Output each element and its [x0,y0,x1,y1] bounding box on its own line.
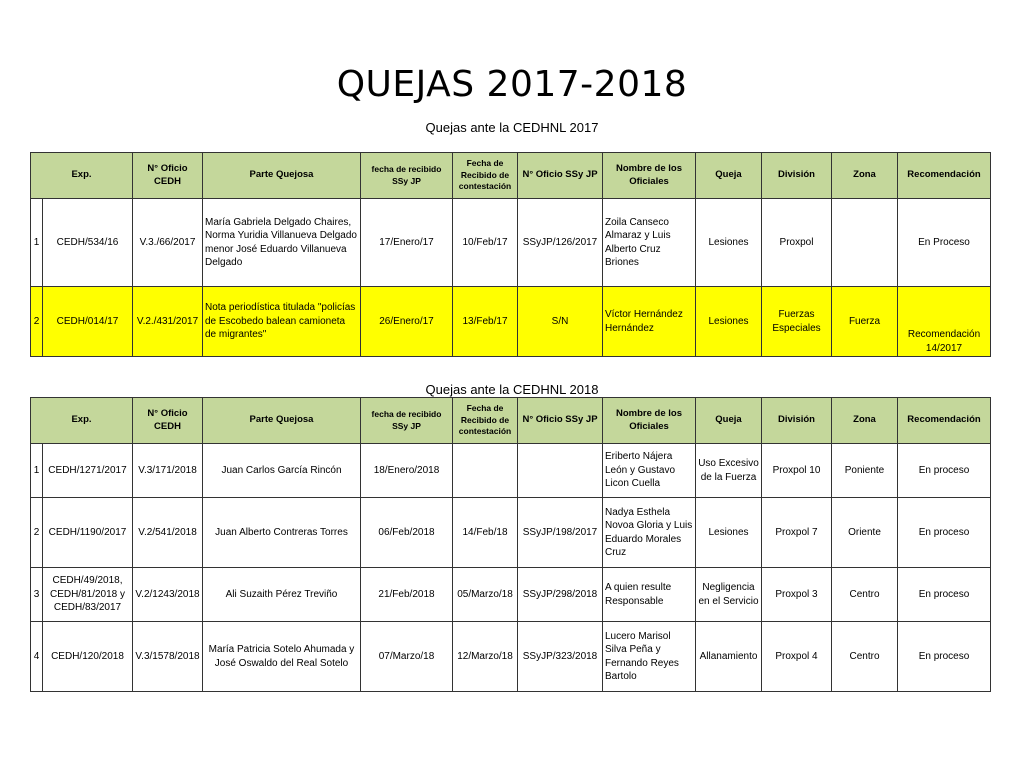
cell-fecha-contestacion [453,444,518,498]
cell-oficiales: Eriberto Nájera León y Gustavo Licon Cuella [603,444,696,498]
cell-recomendacion: En proceso [898,622,991,692]
cell-parte-quejosa: María Gabriela Delgado Chaires, Norma Yuridia Villanueva Delgado menor José Eduardo Villanueva Delgado [203,199,361,287]
cell-oficiales: Zoila Canseco Almaraz y Luis Alberto Cruz Briones [603,199,696,287]
cell-fecha-contestacion: 05/Marzo/18 [453,568,518,622]
cell-exp: CEDH/014/17 [43,287,133,357]
cell-zona: Centro [832,622,898,692]
cell-zona [832,199,898,287]
cell-oficio-ssyjp: SSyJP/198/2017 [518,498,603,568]
header-zona: Zona [832,398,898,444]
cell-recomendacion: En proceso [898,498,991,568]
cell-oficio-ssyjp: SSyJP/298/2018 [518,568,603,622]
header-fecha-recibido: fecha de recibido SSy JP [361,153,453,199]
cell-recomendacion: En proceso [898,568,991,622]
cell-zona: Centro [832,568,898,622]
cell-division: Proxpol [762,199,832,287]
cell-queja: Uso Excesivo de la Fuerza [696,444,762,498]
cell-recomendacion: En Proceso [898,199,991,287]
cell-fecha-contestacion: 12/Marzo/18 [453,622,518,692]
row-number: 3 [31,568,43,622]
header-parte-quejosa: Parte Quejosa [203,398,361,444]
row-number: 1 [31,444,43,498]
header-exp: Exp. [31,398,133,444]
header-queja: Queja [696,398,762,444]
header-zona: Zona [832,153,898,199]
table-row [31,444,991,498]
cell-exp: CEDH/1271/2017 [43,444,133,498]
cell-fecha-contestacion: 14/Feb/18 [453,498,518,568]
table-2018 [30,397,991,692]
cell-parte-quejosa: Ali Suzaith Pérez Treviño [203,568,361,622]
cell-oficio-ssyjp [518,444,603,498]
row-number: 2 [31,287,43,357]
row-number: 4 [31,622,43,692]
cell-division: Fuerzas Especiales [762,287,832,357]
cell-recomendacion: En proceso [898,444,991,498]
cell-parte-quejosa: Nota periodística titulada "policías de Escobedo balean camioneta de migrantes" [203,287,361,357]
header-queja: Queja [696,153,762,199]
cell-oficio-cedh: V.3/1578/2018 [133,622,203,692]
cell-oficio-ssyjp: S/N [518,287,603,357]
cell-exp: CEDH/1190/2017 [43,498,133,568]
table-row [31,287,991,357]
header-oficiales: Nombre de los Oficiales [603,398,696,444]
cell-division: Proxpol 10 [762,444,832,498]
header-oficiales: Nombre de los Oficiales [603,153,696,199]
cell-parte-quejosa: Juan Carlos García Rincón [203,444,361,498]
cell-queja: Lesiones [696,287,762,357]
cell-recomendacion: Recomendación 14/2017 [898,287,991,357]
cell-oficio-ssyjp: SSyJP/323/2018 [518,622,603,692]
cell-exp: CEDH/49/2018, CEDH/81/2018 y CEDH/83/2017 [43,568,133,622]
cell-queja: Negligencia en el Servicio [696,568,762,622]
cell-exp: CEDH/120/2018 [43,622,133,692]
header-division: División [762,153,832,199]
table-header-row [31,153,991,199]
header-recomendacion: Recomendación [898,153,991,199]
table-2017 [30,152,991,357]
table-2018-caption: Quejas ante la CEDHNL 2018 [425,382,599,397]
cell-oficiales: Víctor Hernández Hernández [603,287,696,357]
cell-queja: Lesiones [696,498,762,568]
cell-oficiales: A quien resulte Responsable [603,568,696,622]
table-header-row [31,398,991,444]
header-oficio-ssyjp: N° Oficio SSy JP [518,398,603,444]
cell-fecha-recibido: 17/Enero/17 [361,199,453,287]
cell-queja: Allanamiento [696,622,762,692]
cell-fecha-contestacion: 13/Feb/17 [453,287,518,357]
row-number: 2 [31,498,43,568]
header-fecha-contestacion: Fecha de Recibido de contestación [453,398,518,444]
cell-fecha-contestacion: 10/Feb/17 [453,199,518,287]
cell-oficio-cedh: V.2/1243/2018 [133,568,203,622]
header-division: División [762,398,832,444]
table-2017-caption: Quejas ante la CEDHNL 2017 [425,120,599,135]
cell-fecha-recibido: 21/Feb/2018 [361,568,453,622]
cell-zona: Fuerza [832,287,898,357]
cell-oficio-cedh: V.3/171/2018 [133,444,203,498]
cell-oficio-cedh: V.3./66/2017 [133,199,203,287]
cell-oficio-cedh: V.2/541/2018 [133,498,203,568]
cell-division: Proxpol 4 [762,622,832,692]
cell-oficio-ssyjp: SSyJP/126/2017 [518,199,603,287]
row-number: 1 [31,199,43,287]
cell-oficiales: Lucero Marisol Silva Peña y Fernando Reyes Bartolo [603,622,696,692]
cell-oficiales: Nadya Esthela Novoa Gloria y Luis Eduardo Morales Cruz [603,498,696,568]
table-row [31,622,991,692]
cell-queja: Lesiones [696,199,762,287]
cell-division: Proxpol 3 [762,568,832,622]
header-fecha-contestacion: Fecha de Recibido de contestación [453,153,518,199]
table-row [31,568,991,622]
header-oficio-ssyjp: N° Oficio SSy JP [518,153,603,199]
cell-parte-quejosa: María Patricia Sotelo Ahumada y José Oswaldo del Real Sotelo [203,622,361,692]
cell-fecha-recibido: 06/Feb/2018 [361,498,453,568]
cell-oficio-cedh: V.2./431/2017 [133,287,203,357]
header-recomendacion: Recomendación [898,398,991,444]
header-oficio-cedh: N° Oficio CEDH [133,153,203,199]
cell-exp: CEDH/534/16 [43,199,133,287]
header-parte-quejosa: Parte Quejosa [203,153,361,199]
header-exp: Exp. [31,153,133,199]
cell-division: Proxpol 7 [762,498,832,568]
header-oficio-cedh: N° Oficio CEDH [133,398,203,444]
page-title: QUEJAS 2017-2018 [336,64,688,106]
table-row [31,199,991,287]
cell-zona: Oriente [832,498,898,568]
cell-parte-quejosa: Juan Alberto Contreras Torres [203,498,361,568]
cell-fecha-recibido: 26/Enero/17 [361,287,453,357]
cell-fecha-recibido: 07/Marzo/18 [361,622,453,692]
table-row [31,498,991,568]
cell-zona: Poniente [832,444,898,498]
cell-fecha-recibido: 18/Enero/2018 [361,444,453,498]
header-fecha-recibido: fecha de recibido SSy JP [361,398,453,444]
